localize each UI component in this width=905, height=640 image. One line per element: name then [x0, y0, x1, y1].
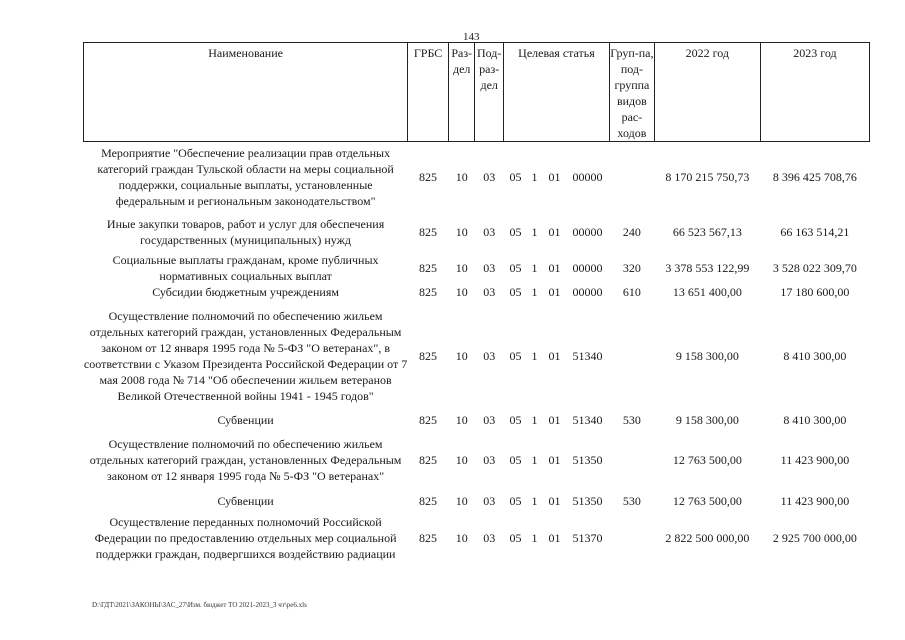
target-subprogram: 1	[531, 348, 538, 363]
target-program: 05	[509, 169, 522, 184]
row-2023: 8 410 300,00	[783, 348, 847, 363]
target-program: 05	[509, 493, 522, 508]
row-group: 530	[622, 412, 641, 427]
target-program: 05	[509, 260, 522, 275]
row-target	[503, 492, 609, 510]
row-razdel: 10	[455, 348, 468, 363]
row-grbs: 825	[419, 260, 438, 275]
header-2022: 2022 год	[654, 43, 760, 142]
row-2023: 11 423 900,00	[780, 452, 850, 467]
row-grbs: 825	[419, 348, 438, 363]
target-program: 05	[509, 452, 522, 467]
target-subprogram: 1	[531, 452, 538, 467]
row-2022: 9 158 300,00	[675, 348, 739, 363]
row-grbs: 825	[419, 169, 438, 184]
row-group	[609, 300, 654, 412]
row-razdel: 10	[455, 530, 468, 545]
row-target	[503, 142, 609, 212]
target-direction: 00000	[572, 169, 603, 184]
row-2023: 11 423 900,00	[780, 493, 850, 508]
row-podrazdel: 03	[483, 169, 496, 184]
row-target	[503, 510, 609, 566]
table-row	[84, 510, 870, 566]
row-razdel: 10	[455, 493, 468, 508]
target-direction: 00000	[572, 260, 603, 275]
row-2022: 12 763 500,00	[672, 493, 742, 508]
target-direction: 00000	[572, 284, 603, 299]
target-program: 05	[509, 224, 522, 239]
target-event: 01	[548, 530, 561, 545]
target-subprogram: 1	[531, 284, 538, 299]
row-2023: 17 180 600,00	[780, 284, 850, 299]
row-razdel: 10	[455, 224, 468, 239]
row-2022: 13 651 400,00	[672, 284, 742, 299]
row-group	[609, 510, 654, 566]
row-target	[503, 212, 609, 252]
row-2022: 66 523 567,13	[672, 224, 742, 239]
header-name: Наименование	[84, 43, 408, 142]
row-grbs: 825	[419, 224, 438, 239]
table-row	[84, 300, 870, 412]
target-event: 01	[548, 493, 561, 508]
row-grbs: 825	[419, 452, 438, 467]
target-direction: 51340	[572, 348, 603, 363]
row-target	[503, 412, 609, 428]
row-podrazdel: 03	[483, 224, 496, 239]
row-podrazdel: 03	[483, 260, 496, 275]
row-podrazdel: 03	[483, 348, 496, 363]
row-target	[503, 300, 609, 412]
header-2023: 2023 год	[760, 43, 869, 142]
table-row	[84, 212, 870, 252]
row-podrazdel: 03	[483, 412, 496, 427]
row-grbs: 825	[419, 493, 438, 508]
row-podrazdel: 03	[483, 530, 496, 545]
row-2023: 3 528 022 309,70	[772, 260, 857, 275]
row-2022: 8 170 215 750,73	[665, 169, 750, 184]
row-2022: 2 822 500 000,00	[665, 530, 750, 545]
row-name: Осуществление переданных полномочий Российской Федерации по предоставлению отдельных мер социальной поддержки граждан, подвергшихся воздействию радиации	[94, 514, 397, 561]
row-razdel: 10	[455, 412, 468, 427]
target-subprogram: 1	[531, 530, 538, 545]
row-grbs: 825	[419, 530, 438, 545]
row-podrazdel: 03	[483, 452, 496, 467]
row-razdel: 10	[455, 452, 468, 467]
header-podrazdel: Под-раз-дел	[475, 43, 504, 142]
header-group: Груп-па, под-группа видов рас-ходов	[609, 43, 654, 142]
row-name: Иные закупки товаров, работ и услуг для обеспечения государственных (муниципальных) нужд	[106, 216, 385, 247]
row-2023: 8 410 300,00	[783, 412, 847, 427]
target-subprogram: 1	[531, 493, 538, 508]
row-group: 610	[622, 284, 641, 299]
target-event: 01	[548, 224, 561, 239]
row-group: 240	[622, 224, 641, 239]
target-program: 05	[509, 284, 522, 299]
header-grbs: ГРБС	[408, 43, 449, 142]
target-program: 05	[509, 530, 522, 545]
row-2023: 2 925 700 000,00	[772, 530, 857, 545]
row-name: Социальные выплаты гражданам, кроме публичных нормативных социальных выплат	[112, 252, 379, 283]
row-target	[503, 284, 609, 300]
target-direction: 51350	[572, 452, 603, 467]
row-grbs: 825	[419, 284, 438, 299]
target-event: 01	[548, 452, 561, 467]
row-razdel: 10	[455, 260, 468, 275]
row-group: 530	[622, 493, 641, 508]
target-event: 01	[548, 169, 561, 184]
row-group	[609, 142, 654, 212]
row-name: Осуществление полномочий по обеспечению жильем отдельных категорий граждан, установленных Федеральным законом от 12 января 1995 года № 5-ФЗ "О ветеранах"	[89, 436, 402, 483]
row-group: 320	[622, 260, 641, 275]
target-direction: 51340	[572, 412, 603, 427]
target-event: 01	[548, 260, 561, 275]
target-program: 05	[509, 348, 522, 363]
row-name: Субвенции	[217, 412, 274, 427]
table-row	[84, 428, 870, 492]
row-razdel: 10	[455, 284, 468, 299]
row-podrazdel: 03	[483, 493, 496, 508]
target-event: 01	[548, 348, 561, 363]
table-row	[84, 412, 870, 428]
target-program: 05	[509, 412, 522, 427]
target-direction: 00000	[572, 224, 603, 239]
target-subprogram: 1	[531, 260, 538, 275]
table-header-row	[84, 43, 870, 142]
row-target	[503, 428, 609, 492]
budget-table	[83, 42, 870, 566]
target-subprogram: 1	[531, 412, 538, 427]
table-row	[84, 252, 870, 284]
target-subprogram: 1	[531, 224, 538, 239]
row-2023: 8 396 425 708,76	[772, 169, 857, 184]
row-target	[503, 252, 609, 284]
target-direction: 51350	[572, 493, 603, 508]
target-direction: 51370	[572, 530, 603, 545]
table-row	[84, 492, 870, 510]
page-number: 143	[463, 31, 480, 43]
row-name: Субсидии бюджетным учреждениям	[152, 284, 339, 299]
table-row	[84, 142, 870, 212]
row-grbs: 825	[419, 412, 438, 427]
row-group	[609, 428, 654, 492]
header-target: Целевая статья	[503, 43, 609, 142]
row-podrazdel: 03	[483, 284, 496, 299]
row-2023: 66 163 514,21	[780, 224, 850, 239]
footer-file-path: D:\ГДТ\2021\ЗАКОНЫ\ЗАС_27\Изм. бюджет ТО 2021-2023_3 чт\ре6.xls	[92, 601, 307, 609]
target-subprogram: 1	[531, 169, 538, 184]
target-event: 01	[548, 412, 561, 427]
target-event: 01	[548, 284, 561, 299]
row-name: Субвенции	[217, 493, 274, 508]
row-2022: 3 378 553 122,99	[665, 260, 750, 275]
row-name: Мероприятие "Обеспечение реализации прав отдельных категорий граждан Тульской области на меры социальной поддержки, социальные выплаты, установленные федеральным и региональным законодательством"	[97, 145, 394, 208]
row-2022: 12 763 500,00	[672, 452, 742, 467]
row-razdel: 10	[455, 169, 468, 184]
row-2022: 9 158 300,00	[675, 412, 739, 427]
row-name: Осуществление полномочий по обеспечению жильем отдельных категорий граждан, установленных Федеральным законом от 12 января 1995 года № 5-ФЗ "О ветеранах", в соответствии с Указом Президента Российской Федерации от 7 мая 2008 года № 714 "Об обеспечении жильем ветеранов Великой Отечественной войны 1941 - 1945 годов"	[83, 308, 408, 403]
table-row	[84, 284, 870, 300]
header-razdel: Раз-дел	[448, 43, 475, 142]
